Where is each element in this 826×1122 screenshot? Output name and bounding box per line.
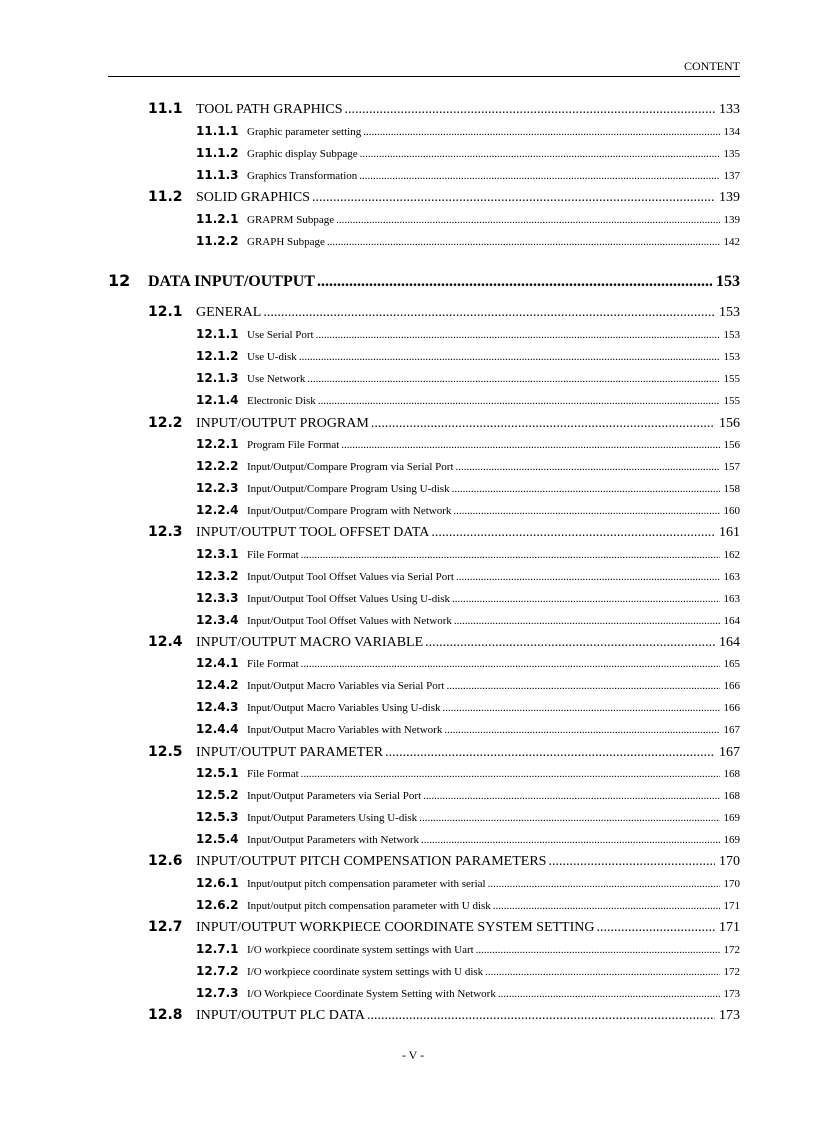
toc-entry-number: 12.4 bbox=[148, 634, 183, 650]
toc-leader-dots bbox=[452, 593, 719, 605]
toc-leader-dots bbox=[299, 351, 720, 363]
toc-entry-number: 12.2.2 bbox=[196, 459, 239, 473]
toc-entry-number: 12.6 bbox=[148, 853, 183, 869]
toc-entry-level1[interactable] bbox=[108, 271, 740, 291]
toc-entry-level3[interactable] bbox=[196, 168, 740, 182]
toc-entry-level3[interactable] bbox=[196, 146, 740, 160]
toc-entry-page: 171 bbox=[723, 900, 740, 912]
toc-leader-dots bbox=[456, 461, 720, 473]
toc-entry-title: Input/output pitch compensation parameter with serial bbox=[247, 878, 486, 890]
toc-entry-title: INPUT/OUTPUT PITCH COMPENSATION PARAMETERS bbox=[196, 854, 547, 869]
toc-entry-level3[interactable] bbox=[196, 700, 740, 714]
toc-entry-number: 12.7.3 bbox=[196, 986, 239, 1000]
toc-entry-level2[interactable] bbox=[148, 524, 740, 541]
toc-entry-number: 12.3.2 bbox=[196, 569, 239, 583]
toc-entry-level3[interactable] bbox=[196, 569, 740, 583]
toc-leader-dots bbox=[301, 768, 720, 780]
toc-entry-title: Graphic parameter setting bbox=[247, 126, 362, 138]
toc-entry-number: 11.2 bbox=[148, 189, 183, 205]
toc-entry-title: Input/output pitch compensation parameter with U disk bbox=[247, 900, 491, 912]
toc-entry-title: GRAPH Subpage bbox=[247, 236, 325, 248]
toc-entry-title: INPUT/OUTPUT WORKPIECE COORDINATE SYSTEM SETTING bbox=[196, 920, 595, 935]
toc-entry-title: Input/Output/Compare Program with Network bbox=[247, 505, 452, 517]
toc-entry-number: 12.1.2 bbox=[196, 349, 239, 363]
toc-entry-number: 12.7 bbox=[148, 919, 183, 935]
toc-entry-level3[interactable] bbox=[196, 766, 740, 780]
toc-entry-number: 12.5.4 bbox=[196, 832, 239, 846]
toc-entry-level3[interactable] bbox=[196, 437, 740, 451]
toc-entry-title: I/O workpiece coordinate system settings with U disk bbox=[247, 966, 484, 978]
toc-entry-page: 170 bbox=[719, 854, 740, 869]
toc-entry-number: 12.2.4 bbox=[196, 503, 239, 517]
toc-entry-level3[interactable] bbox=[196, 876, 740, 890]
toc-leader-dots bbox=[454, 615, 720, 627]
toc-leader-dots bbox=[318, 395, 720, 407]
toc-leader-dots bbox=[485, 966, 719, 978]
toc-entry-number: 12.5 bbox=[148, 744, 183, 760]
toc-entry-page: 153 bbox=[723, 329, 740, 341]
toc-entry-number: 12.1.4 bbox=[196, 393, 239, 407]
toc-entry-page: 163 bbox=[723, 593, 740, 605]
toc-entry-title: File Format bbox=[247, 768, 299, 780]
toc-entry-number: 12.7.2 bbox=[196, 964, 239, 978]
toc-entry-level3[interactable] bbox=[196, 547, 740, 561]
toc-entry-page: 167 bbox=[723, 724, 740, 736]
toc-entry-page: 155 bbox=[723, 373, 740, 385]
toc-entry-page: 156 bbox=[719, 416, 740, 431]
toc-entry-page: 168 bbox=[723, 790, 740, 802]
toc-entry-title: DATA INPUT/OUTPUT bbox=[148, 273, 315, 290]
toc-entry-page: 171 bbox=[719, 920, 740, 935]
toc-entry-page: 156 bbox=[723, 439, 740, 451]
toc-entry-page: 166 bbox=[723, 680, 740, 692]
toc-entry-title: Input/Output Macro Variables via Serial Port bbox=[247, 680, 445, 692]
toc-entry-title: Input/Output/Compare Program via Serial Port bbox=[247, 461, 454, 473]
toc-entry-page: 164 bbox=[719, 635, 740, 650]
toc-entry-level3[interactable] bbox=[196, 656, 740, 670]
toc-leader-dots bbox=[316, 329, 720, 341]
toc-entry-number: 12.5.3 bbox=[196, 810, 239, 824]
toc-entry-number: 12.8 bbox=[148, 1007, 183, 1023]
toc-leader-dots bbox=[345, 102, 715, 118]
toc-entry-title: Input/Output Parameters via Serial Port bbox=[247, 790, 422, 802]
toc-leader-dots bbox=[312, 190, 715, 206]
toc-entry-level3[interactable] bbox=[196, 481, 740, 495]
toc-entry-title: TOOL PATH GRAPHICS bbox=[196, 102, 343, 117]
toc-leader-dots bbox=[336, 214, 719, 226]
toc-leader-dots bbox=[488, 878, 720, 890]
toc-entry-number: 12.4.2 bbox=[196, 678, 239, 692]
toc-entry-level2[interactable] bbox=[148, 919, 740, 936]
toc-entry-title: Input/Output Tool Offset Values Using U-disk bbox=[247, 593, 451, 605]
toc-entry-title: Input/Output Parameters Using U-disk bbox=[247, 812, 418, 824]
toc-entry-page: 167 bbox=[719, 745, 740, 760]
toc-entry-page: 169 bbox=[723, 812, 740, 824]
toc-entry-page: 163 bbox=[723, 571, 740, 583]
toc-entry-level3[interactable] bbox=[196, 722, 740, 736]
toc-entry-page: 164 bbox=[723, 615, 740, 627]
toc-entry-level3[interactable] bbox=[196, 964, 740, 978]
toc-leader-dots bbox=[493, 900, 720, 912]
toc-entry-level3[interactable] bbox=[196, 678, 740, 692]
toc-entry-number: 12.5.2 bbox=[196, 788, 239, 802]
toc-entry-title: Graphics Transformation bbox=[247, 170, 358, 182]
toc-entry-number: 12.1.3 bbox=[196, 371, 239, 385]
toc-entry-number: 12.2.3 bbox=[196, 481, 239, 495]
toc-entry-title: Program File Format bbox=[247, 439, 340, 451]
toc-entry-page: 161 bbox=[719, 525, 740, 540]
toc-entry-title: INPUT/OUTPUT TOOL OFFSET DATA bbox=[196, 525, 430, 540]
toc-entry-level3[interactable] bbox=[196, 788, 740, 802]
toc-leader-dots bbox=[385, 745, 715, 761]
toc-leader-dots bbox=[359, 170, 719, 182]
toc-entry-number: 12.1 bbox=[148, 304, 183, 320]
toc-entry-page: 158 bbox=[723, 483, 740, 495]
toc-entry-title: Use Serial Port bbox=[247, 329, 314, 341]
toc-entry-number: 11.2.2 bbox=[196, 234, 239, 248]
toc-leader-dots bbox=[452, 483, 720, 495]
toc-entry-number: 12.6.2 bbox=[196, 898, 239, 912]
toc-leader-dots bbox=[423, 790, 719, 802]
toc-entry-title: Input/Output/Compare Program Using U-disk bbox=[247, 483, 450, 495]
toc-entry-number: 11.2.1 bbox=[196, 212, 239, 226]
toc-entry-page: 173 bbox=[719, 1008, 740, 1023]
toc-entry-page: 169 bbox=[723, 834, 740, 846]
toc-entry-title: Graphic display Subpage bbox=[247, 148, 358, 160]
toc-leader-dots bbox=[476, 944, 720, 956]
toc-leader-dots bbox=[456, 571, 720, 583]
toc-entry-page: 172 bbox=[723, 944, 740, 956]
toc-entry-title: File Format bbox=[247, 549, 299, 561]
toc-entry-level3[interactable] bbox=[196, 942, 740, 956]
toc-entry-level3[interactable] bbox=[196, 327, 740, 341]
toc-entry-page: 153 bbox=[716, 273, 740, 290]
toc-entry-level3[interactable] bbox=[196, 212, 740, 226]
toc-entry-level2[interactable] bbox=[148, 304, 740, 321]
toc-leader-dots bbox=[419, 812, 719, 824]
toc-entry-level3[interactable] bbox=[196, 832, 740, 846]
toc-entry-level3[interactable] bbox=[196, 898, 740, 912]
toc-entry-number: 11.1.1 bbox=[196, 124, 239, 138]
toc-leader-dots bbox=[301, 658, 720, 670]
toc-entry-level3[interactable] bbox=[196, 371, 740, 385]
toc-leader-dots bbox=[548, 854, 715, 870]
toc-entry-level3[interactable] bbox=[196, 986, 740, 1000]
toc-entry-title: INPUT/OUTPUT MACRO VARIABLE bbox=[196, 635, 424, 650]
toc-entry-number: 12.2 bbox=[148, 415, 183, 431]
toc-entry-level3[interactable] bbox=[196, 613, 740, 627]
toc-leader-dots bbox=[301, 549, 720, 561]
toc-leader-dots bbox=[263, 305, 715, 321]
toc-entry-level3[interactable] bbox=[196, 234, 740, 248]
toc-entry-level2[interactable] bbox=[148, 634, 740, 651]
toc-entry-title: Use Network bbox=[247, 373, 306, 385]
toc-entry-number: 12.1.1 bbox=[196, 327, 239, 341]
toc-entry-title: INPUT/OUTPUT PARAMETER bbox=[196, 745, 384, 760]
toc-leader-dots bbox=[446, 680, 719, 692]
toc-entry-page: 153 bbox=[723, 351, 740, 363]
toc-leader-dots bbox=[421, 834, 720, 846]
toc-entry-level2[interactable] bbox=[148, 101, 740, 118]
toc-entry-page: 160 bbox=[723, 505, 740, 517]
toc-entry-page: 162 bbox=[723, 549, 740, 561]
toc-entry-title: GRAPRM Subpage bbox=[247, 214, 335, 226]
toc-entry-title: Input/Output Tool Offset Values via Serial Port bbox=[247, 571, 454, 583]
toc-entry-number: 12 bbox=[108, 271, 131, 290]
toc-entry-page: 155 bbox=[723, 395, 740, 407]
toc-entry-title: I/O Workpiece Coordinate System Setting with Network bbox=[247, 988, 496, 1000]
toc-leader-dots bbox=[498, 988, 720, 1000]
toc-entry-page: 139 bbox=[719, 190, 740, 205]
toc-entry-level3[interactable] bbox=[196, 124, 740, 138]
toc-entry-level3[interactable] bbox=[196, 503, 740, 517]
toc-entry-number: 12.4.3 bbox=[196, 700, 239, 714]
page-header bbox=[108, 58, 740, 77]
toc-entry-page: 135 bbox=[723, 148, 740, 160]
toc-leader-dots bbox=[443, 702, 720, 714]
toc-entry-level3[interactable] bbox=[196, 459, 740, 473]
toc-entry-number: 12.3.4 bbox=[196, 613, 239, 627]
toc-entry-number: 12.3.1 bbox=[196, 547, 239, 561]
toc-entry-level2[interactable] bbox=[148, 415, 740, 432]
toc-entry-number: 12.6.1 bbox=[196, 876, 239, 890]
toc-entry-title: Input/Output Macro Variables Using U-disk bbox=[247, 702, 441, 714]
toc-entry-page: 172 bbox=[723, 966, 740, 978]
toc-entry-number: 12.3.3 bbox=[196, 591, 239, 605]
toc-entry-number: 11.1.3 bbox=[196, 168, 239, 182]
toc-leader-dots bbox=[363, 126, 719, 138]
toc-entry-title: File Format bbox=[247, 658, 299, 670]
toc-entry-number: 12.4.1 bbox=[196, 656, 239, 670]
toc-leader-dots bbox=[597, 920, 716, 936]
toc-leader-dots bbox=[367, 1008, 715, 1024]
toc-entry-level3[interactable] bbox=[196, 393, 740, 407]
toc-leader-dots bbox=[425, 635, 715, 651]
toc-leader-dots bbox=[327, 236, 720, 248]
toc-entry-title: INPUT/OUTPUT PROGRAM bbox=[196, 416, 369, 431]
toc-leader-dots bbox=[341, 439, 719, 451]
toc-entry-level2[interactable] bbox=[148, 744, 740, 761]
toc-entry-number: 11.1 bbox=[148, 101, 183, 117]
toc-leader-dots bbox=[360, 148, 720, 160]
toc-entry-page: 157 bbox=[723, 461, 740, 473]
toc-entry-level2[interactable] bbox=[148, 189, 740, 206]
toc-entry-title: SOLID GRAPHICS bbox=[196, 190, 310, 205]
toc-leader-dots bbox=[317, 273, 712, 291]
toc-entry-level2[interactable] bbox=[148, 1007, 740, 1024]
toc-entry-page: 153 bbox=[719, 305, 740, 320]
toc-entry-level3[interactable] bbox=[196, 810, 740, 824]
toc-entry-level3[interactable] bbox=[196, 591, 740, 605]
toc-entry-title: I/O workpiece coordinate system settings with Uart bbox=[247, 944, 474, 956]
toc-leader-dots bbox=[444, 724, 719, 736]
toc-entry-page: 137 bbox=[723, 170, 740, 182]
toc-entry-page: 142 bbox=[723, 236, 740, 248]
toc-entry-number: 12.2.1 bbox=[196, 437, 239, 451]
toc-entry-page: 170 bbox=[723, 878, 740, 890]
toc-entry-number: 12.4.4 bbox=[196, 722, 239, 736]
toc-entry-number: 12.3 bbox=[148, 524, 183, 540]
toc-entry-title: Use U-disk bbox=[247, 351, 297, 363]
toc-entry-page: 173 bbox=[723, 988, 740, 1000]
toc-entry-number: 11.1.2 bbox=[196, 146, 239, 160]
toc-entry-title: GENERAL bbox=[196, 305, 262, 320]
toc-entry-page: 139 bbox=[723, 214, 740, 226]
toc-entry-number: 12.7.1 bbox=[196, 942, 239, 956]
toc-leader-dots bbox=[307, 373, 719, 385]
toc-entry-title: Input/Output Parameters with Network bbox=[247, 834, 419, 846]
toc-leader-dots bbox=[453, 505, 719, 517]
toc-entry-page: 166 bbox=[723, 702, 740, 714]
toc-entry-title: Electronic Disk bbox=[247, 395, 316, 407]
toc-leader-dots bbox=[371, 416, 715, 432]
toc-entry-page: 134 bbox=[723, 126, 740, 138]
toc-entry-level2[interactable] bbox=[148, 853, 740, 870]
toc-entry-page: 168 bbox=[723, 768, 740, 780]
toc-entry-page: 165 bbox=[723, 658, 740, 670]
toc-entry-number: 12.5.1 bbox=[196, 766, 239, 780]
page-footer: - V - bbox=[401, 1048, 425, 1062]
toc-entry-level3[interactable] bbox=[196, 349, 740, 363]
toc-entry-title: Input/Output Tool Offset Values with Network bbox=[247, 615, 452, 627]
header-title: CONTENT bbox=[684, 59, 740, 73]
toc-entry-page: 133 bbox=[719, 102, 740, 117]
toc-leader-dots bbox=[431, 525, 715, 541]
toc-entry-title: INPUT/OUTPUT PLC DATA bbox=[196, 1008, 365, 1023]
toc-entry-title: Input/Output Macro Variables with Network bbox=[247, 724, 443, 736]
